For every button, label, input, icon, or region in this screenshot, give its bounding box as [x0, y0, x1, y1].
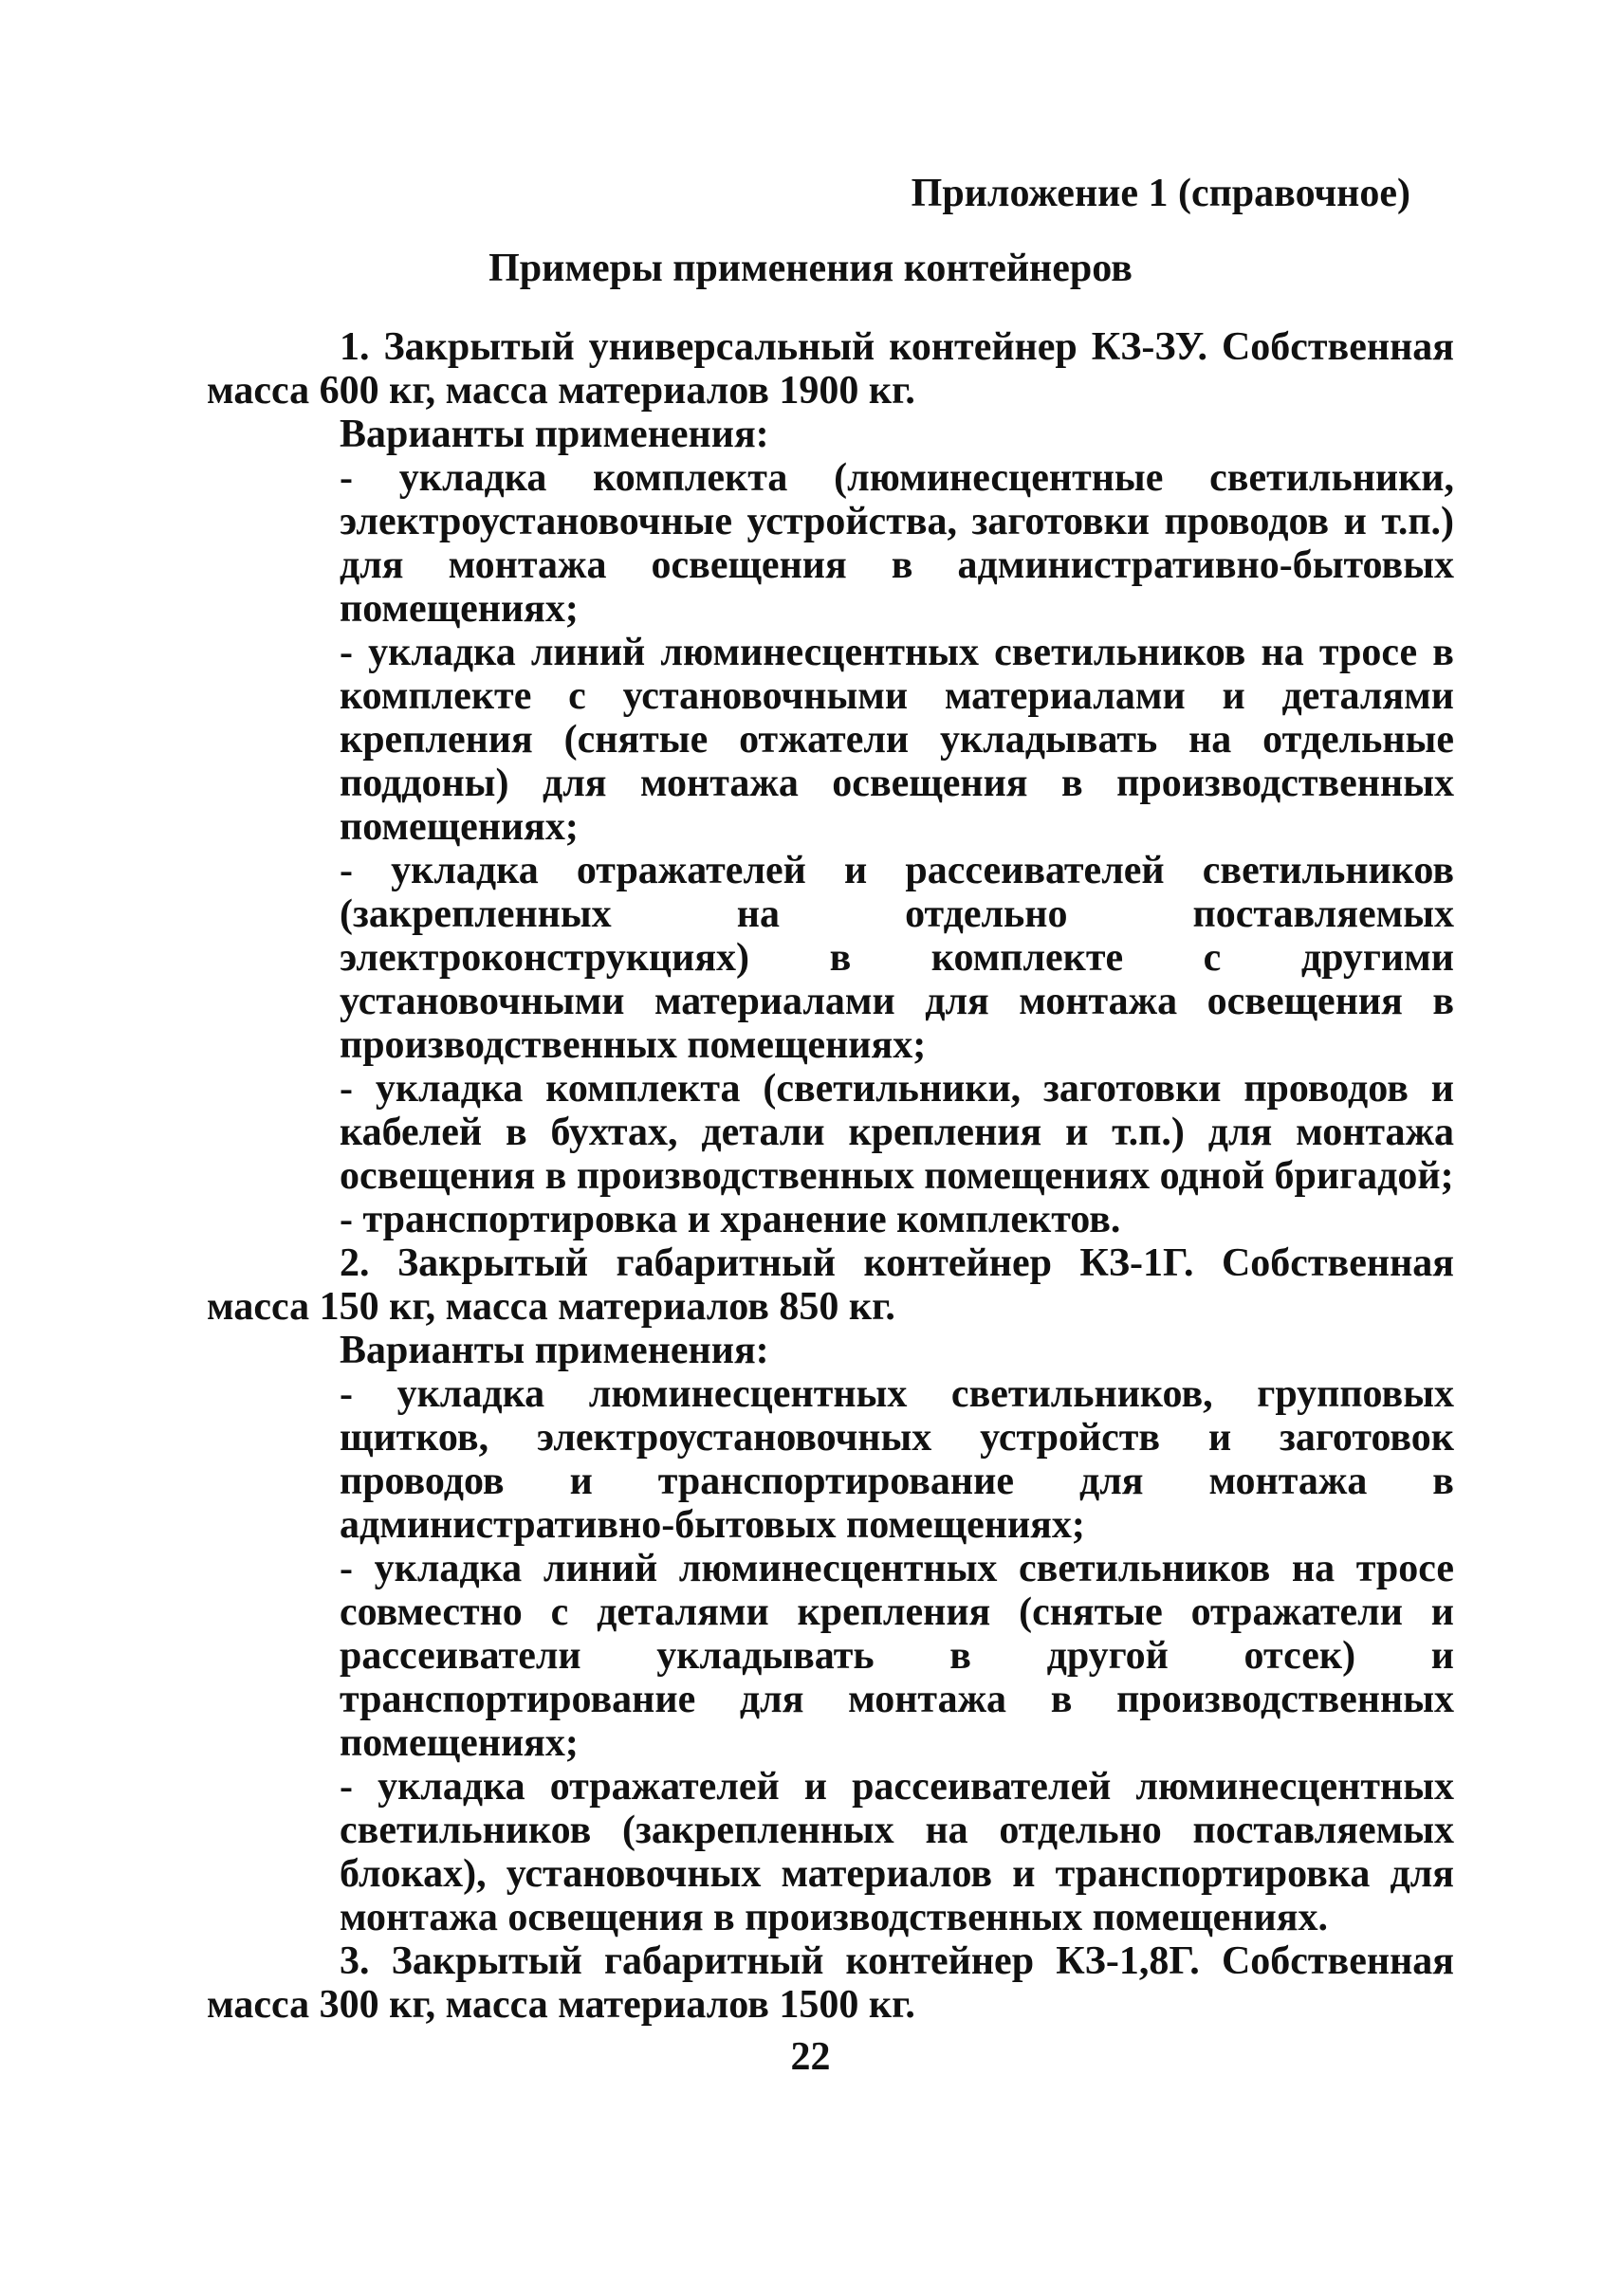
item-1-variants-label: Варианты применения: — [340, 413, 769, 456]
item-1-variant: - транспортировка и хранение комплектов. — [340, 1198, 1121, 1241]
page-number: 22 — [790, 2035, 831, 2079]
document-body — [207, 325, 1454, 2027]
item-2-heading: 2. Закрытый габаритный контейнер КЗ-1Г. Собственная масса 150 кг, масса материалов 850 кг. — [207, 1241, 1454, 1329]
item-2-variant: - укладка отражателей и рассеивателей люминесцентных светильников (закрепленных на отдельно поставляемых блоках), установочных материалов и транспортировка для монтажа освещения в производственных помещениях. — [340, 1765, 1454, 1939]
item-2-variant: - укладка люминесцентных светильников, групповых щитков, электроустановочных устройств и заготовок проводов и транспортирование для монтажа в административно-бытовых помещениях; — [340, 1372, 1454, 1547]
item-3-heading: 3. Закрытый габаритный контейнер КЗ-1,8Г. Собственная масса 300 кг, масса материалов 1500 кг. — [207, 1939, 1454, 2027]
item-2-variant: - укладка линий люминесцентных светильников на тросе совместно с деталями крепления (снятые отражатели и рассеиватели укладывать в другой отсек) и транспортирование для монтажа в производственных помещениях; — [340, 1547, 1454, 1765]
page-title: Примеры применения контейнеров — [488, 247, 1133, 290]
item-1-variant: - укладка комплекта (люминесцентные светильники, электроустановочные устройства, заготовки проводов и т.п.) для монтажа освещения в административно-бытовых помещениях; — [340, 456, 1454, 631]
annex-label: Приложение 1 (справочное) — [911, 172, 1410, 215]
item-2-variants-label: Варианты применения: — [340, 1329, 769, 1372]
item-1-heading: 1. Закрытый универсальный контейнер КЗ-ЗУ. Собственная масса 600 кг, масса материалов 1900 кг. — [207, 325, 1454, 413]
item-1-variant: - укладка комплекта (светильники, заготовки проводов и кабелей в бухтах, детали крепления и т.п.) для монтажа освещения в производственных помещениях одной бригадой; — [340, 1067, 1454, 1198]
item-1-variant: - укладка линий люминесцентных светильников на тросе в комплекте с установочными материалами и деталями крепления (снятые отжатели укладывать на отдельные поддоны) для монтажа освещения в производственных помещениях; — [340, 631, 1454, 849]
item-1-variant: - укладка отражателей и рассеивателей светильников (закрепленных на отдельно поставляемых электроконструкциях) в комплекте с другими установочными материалами для монтажа освещения в производственных помещениях; — [340, 849, 1454, 1067]
